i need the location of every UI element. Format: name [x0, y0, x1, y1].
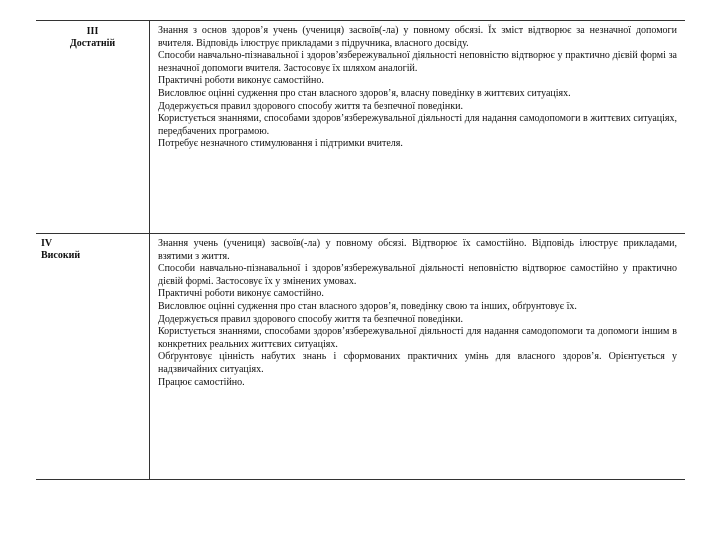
level-name: Достатній [69, 38, 116, 49]
description-paragraph: Додержується правил здорового способу життя та безпечної поведінки. [158, 100, 463, 112]
table-row-level-4 [36, 234, 685, 480]
description-paragraph: Практичні роботи виконує самостійно. [158, 288, 324, 300]
description-paragraph: Користується знаннями, способами здоров’язбережувальної діяльності для надання самодопомоги в життєвих ситуаціях, передбачених програмою. [158, 113, 677, 137]
achievement-levels-table [36, 20, 685, 480]
description-cell [150, 21, 686, 234]
description-paragraph: Працює самостійно. [158, 376, 245, 388]
description-paragraph: Висловлює оцінні судження про стан власного здоров’я, поведінку свою та інших, обґрунтовує їх. [158, 300, 577, 312]
description-paragraph: Додержується правил здорового способу життя та безпечної поведінки. [158, 313, 463, 325]
description-paragraph: Знання з основ здоров’я учень (учениця) засвоїв(-ла) у повному обсязі. Їх зміст відтворює за незначної допомоги вчителя. Відповідь ілюструє прикладами з підручника, власного досвіду. [158, 25, 677, 49]
description-cell [150, 234, 686, 480]
description-paragraph: Користується знаннями, способами здоров’язбережувальної діяльності для надання самодопомоги та допомоги іншим в конкретних реальних життєвих ситуаціях. [158, 326, 677, 350]
description-paragraph: Знання учень (учениця) засвоїв(-ла) у повному обсязі. Відтворює їх самостійно. Відповідь ілюструє прикладами, взятими з життя. [158, 238, 677, 262]
description-paragraph: Потребує незначного стимулювання і підтримки вчителя. [158, 138, 403, 150]
description-paragraph: Способи навчально-пізнавальної і здоров’язбережувальної діяльності неповністю відтворює у практично дієвій формі за незначної допомоги вчителя. Застосовує їх шляхом аналогій. [158, 50, 677, 74]
description-paragraph: Обґрунтовує цінність набутих знань і сформованих практичних умінь для власного здоров’я. Орієнтується у надзвичайних ситуаціях. [158, 351, 677, 375]
description-paragraph: Висловлює оцінні судження про стан власного здоров’я, власну поведінку в життєвих ситуаціях. [158, 87, 571, 99]
level-number: IV [41, 238, 53, 249]
description-paragraph: Способи навчально-пізнавальної і здоров’язбережувальної діяльності неповністю відтворює самостійно у практично дієвій формі. Застосовує їх у змінених умовах. [158, 263, 677, 287]
level-cell [36, 234, 150, 480]
table-row-level-3 [36, 21, 685, 234]
level-cell [36, 21, 150, 234]
level-number: III [86, 26, 99, 37]
level-name: Високий [41, 250, 81, 261]
description-paragraph: Практичні роботи виконує самостійно. [158, 75, 324, 87]
